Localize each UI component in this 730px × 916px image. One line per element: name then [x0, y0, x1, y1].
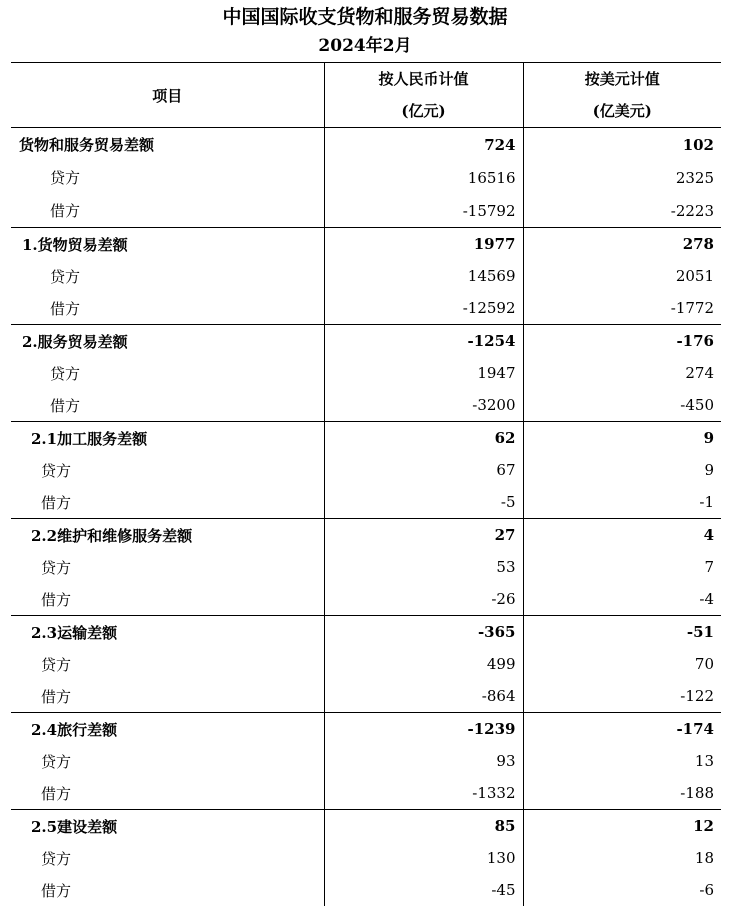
usd-value: 278 [523, 228, 721, 261]
usd-value: 12 [523, 810, 721, 843]
usd-value: -188 [523, 777, 721, 810]
table-row-credit [11, 551, 721, 583]
rmb-value: -1332 [324, 777, 523, 810]
rmb-value: 130 [324, 842, 523, 874]
table-row-debit [11, 777, 721, 810]
rmb-value: -365 [324, 616, 523, 649]
rmb-value: -15792 [324, 194, 523, 228]
usd-value: -51 [523, 616, 721, 649]
rmb-value: 62 [324, 422, 523, 455]
row-label: 货物和服务贸易差额 [11, 128, 324, 162]
usd-value: -6 [523, 874, 721, 906]
trade-data-table [11, 62, 721, 906]
usd-value: 274 [523, 357, 721, 389]
row-label: 贷方 [50, 169, 81, 187]
usd-value: 2051 [523, 260, 721, 292]
header-rmb [324, 63, 523, 128]
rmb-value: 85 [324, 810, 523, 843]
table-row-debit [11, 292, 721, 325]
rmb-value: 53 [324, 551, 523, 583]
row-label: 2.服务贸易差额 [11, 325, 324, 358]
row-label: 贷方 [50, 267, 81, 286]
table-row-debit [11, 874, 721, 906]
usd-value: 9 [523, 422, 721, 455]
row-label: 贷方 [41, 461, 72, 480]
row-label: 2.1加工服务差额 [11, 422, 324, 455]
rmb-value: -26 [324, 583, 523, 616]
rmb-value: -1254 [324, 325, 523, 358]
rmb-value: 499 [324, 648, 523, 680]
usd-value: -1 [523, 486, 721, 519]
header-row [11, 63, 721, 128]
table-header [11, 63, 721, 128]
header-item: 项目 [11, 63, 324, 128]
usd-value: -1772 [523, 292, 721, 325]
table-row-credit [11, 357, 721, 389]
usd-value: -174 [523, 713, 721, 746]
table-row-debit [11, 583, 721, 616]
usd-value: 18 [523, 842, 721, 874]
row-label: 2.5建设差额 [11, 810, 324, 843]
row-label: 贷方 [41, 752, 72, 771]
row-label: 2.3运输差额 [11, 616, 324, 649]
row-label: 贷方 [50, 364, 81, 383]
rmb-value: 1947 [324, 357, 523, 389]
rmb-value: 67 [324, 454, 523, 486]
table-row-credit [11, 648, 721, 680]
row-label: 贷方 [41, 849, 72, 868]
row-label: 1.货物贸易差额 [11, 228, 324, 261]
rmb-value: 1977 [324, 228, 523, 261]
row-label: 借方 [50, 202, 81, 220]
table-row-balance [11, 616, 721, 649]
table-row-credit [11, 260, 721, 292]
table-row-balance [11, 228, 721, 261]
row-label: 2.4旅行差额 [11, 713, 324, 746]
header-usd-title: 按美元计值 [584, 70, 660, 88]
usd-value: -2223 [523, 194, 721, 228]
rmb-value: 14569 [324, 260, 523, 292]
usd-value: -122 [523, 680, 721, 713]
table-row-balance [11, 810, 721, 843]
table-row-balance [11, 519, 721, 552]
table-row-debit [11, 486, 721, 519]
usd-value: -176 [523, 325, 721, 358]
row-label: 贷方 [41, 558, 72, 577]
header-rmb-unit: (亿元) [401, 102, 446, 120]
usd-value: 2325 [523, 161, 721, 194]
table-row-credit [11, 454, 721, 486]
usd-value: 70 [523, 648, 721, 680]
rmb-value: -864 [324, 680, 523, 713]
rmb-value: -45 [324, 874, 523, 906]
row-label: 借方 [41, 784, 72, 803]
rmb-value: -1239 [324, 713, 523, 746]
row-label: 借方 [41, 590, 72, 609]
table-row-balance [11, 713, 721, 746]
rmb-value: 16516 [324, 161, 523, 194]
rmb-value: 27 [324, 519, 523, 552]
table-row-balance [11, 128, 721, 162]
row-label: 借方 [41, 881, 72, 900]
row-label: 借方 [50, 299, 81, 318]
usd-value: -4 [523, 583, 721, 616]
table-row-debit [11, 389, 721, 422]
row-label: 借方 [41, 687, 72, 706]
header-usd-unit: (亿美元) [592, 102, 652, 120]
row-label: 贷方 [41, 655, 72, 674]
table-row-debit [11, 194, 721, 228]
row-label: 2.2维护和维修服务差额 [11, 519, 324, 552]
table-row-debit [11, 680, 721, 713]
header-rmb-title: 按人民币计值 [378, 70, 469, 88]
page-subtitle: 2024年2月 [318, 36, 412, 56]
row-label: 借方 [41, 493, 72, 512]
usd-value: 13 [523, 745, 721, 777]
table-row-balance [11, 325, 721, 358]
rmb-value: -5 [324, 486, 523, 519]
rmb-value: -12592 [324, 292, 523, 325]
usd-value: 7 [523, 551, 721, 583]
usd-value: 4 [523, 519, 721, 552]
table-row-balance [11, 422, 721, 455]
table-row-credit [11, 161, 721, 194]
header-usd [523, 63, 721, 128]
table-row-credit [11, 745, 721, 777]
table-body [11, 128, 721, 907]
rmb-value: 724 [324, 128, 523, 162]
rmb-value: 93 [324, 745, 523, 777]
usd-value: 9 [523, 454, 721, 486]
rmb-value: -3200 [324, 389, 523, 422]
usd-value: -450 [523, 389, 721, 422]
usd-value: 102 [523, 128, 721, 162]
page-title: 中国国际收支货物和服务贸易数据 [222, 6, 508, 28]
row-label: 借方 [50, 396, 81, 415]
table-row-credit [11, 842, 721, 874]
